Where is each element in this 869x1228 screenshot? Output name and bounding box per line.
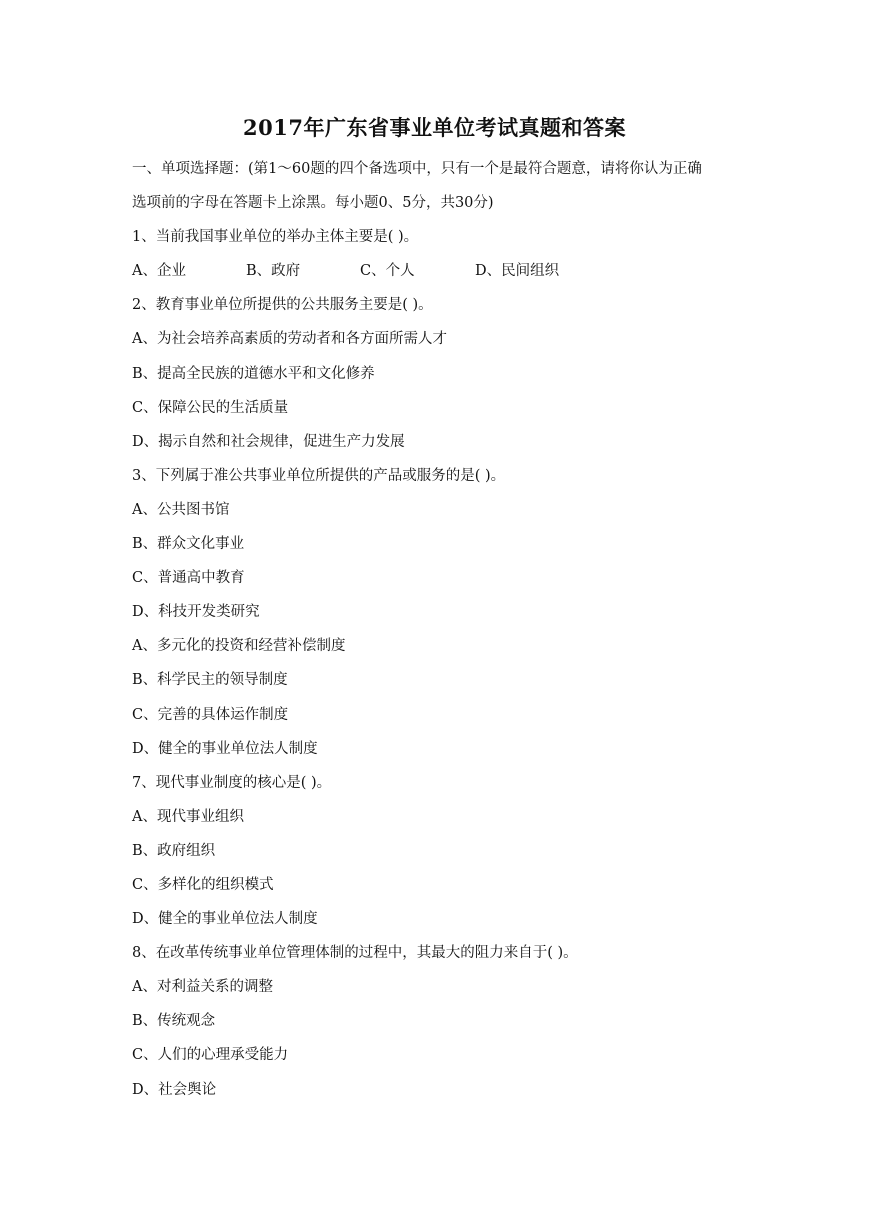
- option-a: A、公共图书馆: [132, 501, 230, 518]
- option-d: D、健全的事业单位法人制度: [132, 911, 318, 928]
- section-intro-line-2: 选项前的字母在答题卡上涂黑。每小题0、5分，共30分): [132, 195, 494, 212]
- option-b: B、科学民主的领导制度: [132, 672, 288, 689]
- question-stem-2: 2、教育事业单位所提供的公共服务主要是( )。: [132, 297, 433, 314]
- option-b: B、政府: [246, 263, 301, 280]
- option-d: D、健全的事业单位法人制度: [132, 740, 318, 757]
- option-d: D、科技开发类研究: [132, 604, 260, 621]
- option-a: A、对利益关系的调整: [132, 979, 273, 996]
- document-title: 2017年广东省事业单位考试真题和答案: [243, 115, 626, 140]
- question-options-1: [132, 254, 752, 288]
- question-stem-8: 8、在改革传统事业单位管理体制的过程中，其最大的阻力来自于( )。: [132, 945, 578, 962]
- option-d: D、民间组织: [475, 263, 560, 280]
- option-d: D、揭示自然和社会规律，促进生产力发展: [132, 433, 405, 450]
- option-b: B、提高全民族的道德水平和文化修养: [132, 365, 375, 382]
- option-b: B、政府组织: [132, 842, 216, 859]
- option-c: C、普通高中教育: [132, 570, 245, 587]
- option-a: A、为社会培养高素质的劳动者和各方面所需人才: [132, 331, 447, 348]
- question-stem-1: 1、当前我国事业单位的举办主体主要是( )。: [132, 229, 419, 246]
- option-b: B、传统观念: [132, 1013, 216, 1030]
- option-c: C、保障公民的生活质量: [132, 399, 289, 416]
- option-c: C、多样化的组织模式: [132, 876, 274, 893]
- section-intro-line-1: 一、单项选择题：(第1～60题的四个备选项中，只有一个是最符合题意，请将你认为正确: [132, 161, 702, 177]
- option-a: A、企业: [132, 263, 186, 280]
- question-stem-7: 7、现代事业制度的核心是( )。: [132, 774, 332, 791]
- option-a: A、多元化的投资和经营补偿制度: [132, 638, 346, 655]
- option-c: C、完善的具体运作制度: [132, 706, 289, 723]
- question-stem-3: 3、下列属于准公共事业单位所提供的产品或服务的是( )。: [132, 467, 506, 484]
- option-c: C、个人: [360, 263, 415, 280]
- option-b: B、群众文化事业: [132, 536, 245, 553]
- document-body: [132, 152, 752, 1107]
- option-d: D、社会舆论: [132, 1081, 217, 1098]
- option-a: A、现代事业组织: [132, 808, 244, 825]
- option-c: C、人们的心理承受能力: [132, 1047, 289, 1064]
